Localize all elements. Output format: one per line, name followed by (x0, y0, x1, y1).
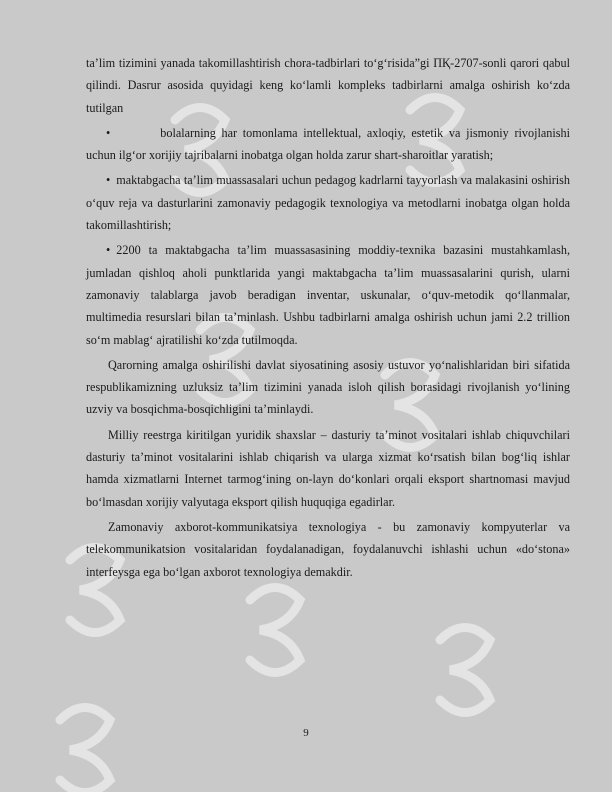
page-number: 9 (303, 727, 309, 739)
bullet-item-2 (86, 169, 570, 236)
bullet-mark: • (106, 173, 111, 188)
paragraph-intro: ta’lim tizimini yanada takomillashtirish chora-tadbirlari to‘g‘risida”gi ПҚ-2707-sonli qarori qabul qilindi. Dasrur asosida quyidagi keng ko‘lamli kompleks tadbirlarni amalga oshirish ko‘zda tutilgan (86, 56, 570, 115)
paragraph-registry: Milliy reestrga kiritilgan yuridik shaxslar – dasturiy ta’minot vositalari ishlab chiquvchilari dasturiy ta’minot vositalarini ishlab chiqarish va ularga xizmat ko‘rsatish bilan bog‘liq ishlar hamda xizmatlarni Internet tarmog‘ining on-layn do‘konlari orqali eksport shartnomasi mavjud bo‘lmasdan xorijiy valyutaga eksport qilish huquqiga egadirlar. (86, 427, 570, 509)
bullet-text: 2200 ta maktabgacha ta’lim muassasasining moddiy-texnika bazasini mustahkamlash, jumladan qishloq aholi punktlarida yangi maktabgacha ta’lim muassasalarini qurish, ularni zamonaviy talablarga javob beradigan inventar, uskunalar, o‘quv-metodik qo‘llanmalar, multimedia resurslari bilan ta’minlash. Ushbu tadbirlarni amalga oshirish uchun jami 2.2 trillion so‘m mablag‘ ajratilishi ko‘zda tutilmoqda. (86, 243, 570, 347)
bullet-text: maktabgacha ta’lim muassasalari uchun pedagog kadrlarni tayyorlash va malakasini oshirish o‘quv reja va dasturlarini zamonaviy pedagogik texnologiya va metodlarni inobatga olgan holda takomillashtirish; (86, 173, 570, 233)
document-body (86, 52, 570, 586)
bullet-mark: • (106, 125, 111, 140)
bullet-item-3 (86, 239, 570, 350)
bullet-text: bolalarning har tomonlama intellektual, axloqiy, estetik va jismoniy rivojlanishi uchun ilg‘or xorijiy tajribalarni inobatga olgan holda zarur shart-sharoitlar yaratish; (86, 125, 570, 163)
bullet-item-1 (86, 122, 570, 167)
paragraph-decree: Qarorning amalga oshirilishi davlat siyosatining asosiy ustuvor yo‘nalishlaridan biri sifatida respublikamizning uzluksiz ta’lim tizimini yanada isloh qilish borasidagi rivojlanish yo‘lining uzviy va bosqichma-bosqichligini ta’minlaydi. (86, 357, 570, 417)
bullet-mark: • (106, 243, 111, 258)
paragraph-ict: Zamonaviy axborot-kommunikatsiya texnologiya - bu zamonaviy kompyuterlar va telekommunikatsion vositalaridan foydalanadigan, foydalanuvchi ishlashi uchun «do‘stona» interfeysga ega bo‘lgan axborot texnologiya demakdir. (86, 519, 570, 579)
